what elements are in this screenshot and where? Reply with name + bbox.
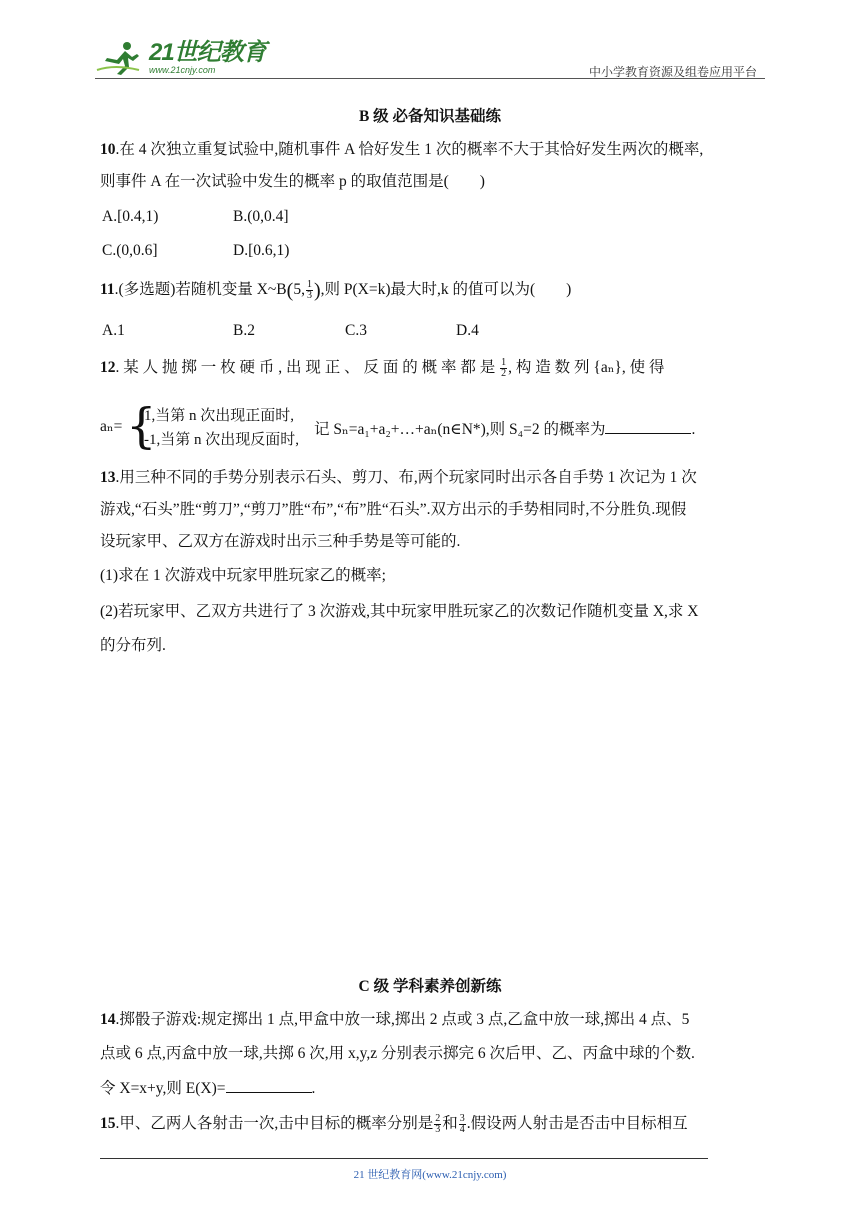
q12-answer-blank[interactable] [605, 419, 691, 434]
q12-case1: 1,当第 n 次出现正面时, [144, 408, 295, 424]
q14-answer-blank[interactable] [226, 1078, 312, 1093]
q10-option-d: D.[0.6,1) [233, 242, 290, 259]
logo-title: 21世纪教育 [149, 39, 266, 66]
brace-icon: { [126, 398, 157, 454]
q10-option-b: B.(0,0.4] [233, 208, 289, 225]
q10-line2: 则事件 A 在一次试验中发生的概率 p 的取值范围是( ) [100, 173, 485, 190]
q15-fraction-2: $\frac{3}{4}$ [459, 1113, 465, 1135]
q10-line1: 10.在 4 次独立重复试验中,随机事件 A 恰好发生 1 次的概率不大于其恰好发生两次的概率, [100, 141, 704, 158]
q14-number: 14 [100, 1011, 116, 1028]
footer-divider [100, 1158, 708, 1159]
q12-number: 12 [100, 359, 116, 377]
logo-url: www.21cnjy.com [149, 65, 216, 75]
q13-part1: (1)求在 1 次游戏中玩家甲胜玩家乙的概率; [100, 567, 386, 584]
q13-part2b: 的分布列. [100, 637, 166, 654]
q13-line1: 13.用三种不同的手势分别表示石头、剪刀、布,两个玩家同时出示各自手势 1 次记为 1 次 [100, 469, 697, 486]
section-b-title: B 级 必备知识基础练 [358, 108, 502, 125]
q10-option-c: C.(0,0.6] [102, 242, 158, 259]
q11-option-d: D.4 [456, 322, 479, 339]
q11-option-a: A.1 [102, 322, 125, 339]
header-right-text: 中小学教育资源及组卷应用平台 [588, 65, 757, 79]
q15-line: 15.甲、乙两人各射击一次,击中目标的概率分别是 $\frac{2}{3}$ 和 $\frac{3}{4}$ .假设两人射击是否击中目标相互 [100, 1113, 688, 1135]
q10-number: 10 [100, 141, 116, 158]
page-header [95, 30, 765, 78]
q13-part2: (2)若玩家甲、乙双方共进行了 3 次游戏,其中玩家甲胜玩家乙的次数记作随机变量 X,求 X [100, 603, 699, 620]
q14-line1: 14.掷骰子游戏:规定掷出 1 点,甲盒中放一球,掷出 2 点或 3 点,乙盒中放一球,掷出 4 点、5 [100, 1011, 690, 1028]
section-c-title: C 级 学科素养创新练 [358, 978, 502, 995]
q11-option-c: C.3 [345, 322, 367, 339]
q11-number: 11 [100, 281, 115, 299]
q12-case2: -1,当第 n 次出现反面时, [144, 432, 299, 448]
q12-tail: 记 Sₙ=a₁+a₂+…+aₙ(n∈N*),则 S₄=2 的概率为 . [314, 421, 696, 438]
q10-option-a: A.[0.4,1) [102, 208, 159, 225]
q11-option-b: B.2 [233, 322, 255, 339]
q13-line2: 游戏,“石头”胜“剪刀”,“剪刀”胜“布”,“布”胜“石头”.双方出示的手势相同时,不分胜负.现假 [100, 501, 687, 518]
q13-number: 13 [100, 469, 116, 486]
logo [95, 38, 266, 78]
q12-fraction: $\frac{1}{2}$ [501, 357, 507, 379]
footer-text: 21 世纪教育网(www.21cnjy.com) [353, 1169, 507, 1181]
header-divider [95, 78, 765, 79]
q14-line3: 令 X=x+y,则 E(X)= . [100, 1080, 316, 1097]
runner-logo-icon [95, 40, 147, 76]
q15-fraction-1: $\frac{2}{3}$ [435, 1113, 441, 1135]
q12-line1: 12. 某 人 抛 掷 一 枚 硬 币 , 出 现 正 、 反 面 的 概 率 都 是 $\frac{1}{2}$ , 构 造 数 列 {aₙ}, 使 得 [100, 357, 665, 379]
q13-line3: 设玩家甲、乙双方在游戏时出示三种手势是等可能的. [100, 533, 461, 550]
q11-fraction: $\frac{1}{3}$ [306, 279, 312, 301]
q14-line2: 点或 6 点,丙盒中放一球,共掷 6 次,用 x,y,z 分别表示掷完 6 次后甲、乙、丙盒中球的个数. [100, 1045, 695, 1062]
q11-line: 11.(多选题)若随机变量 X~B(5, $\frac{1}{3}$ ),则 P(X=k)最大时,k 的值可以为( ) [100, 279, 572, 302]
q15-number: 15 [100, 1115, 116, 1133]
